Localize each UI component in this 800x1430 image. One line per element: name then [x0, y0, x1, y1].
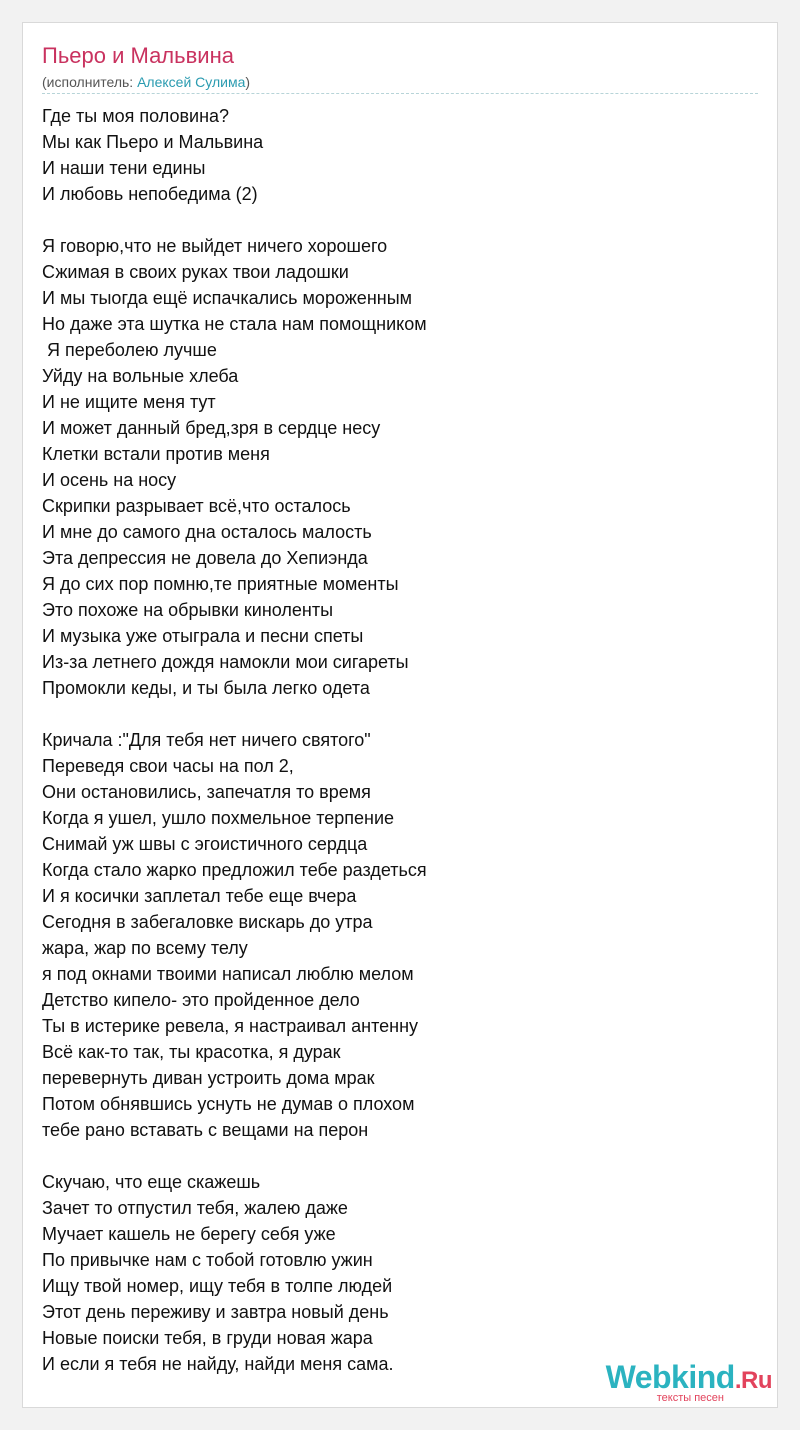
- lyrics-line: Новые поиски тебя, в груди новая жара: [42, 1328, 373, 1348]
- lyrics-line: Ты в истерике ревела, я настраивал антенну: [42, 1016, 419, 1036]
- lyrics-line: И наши тени едины: [42, 158, 206, 178]
- lyrics-line: Я говорю,что не выйдет ничего хорошего: [42, 236, 388, 256]
- logo-tagline: тексты песен: [656, 1392, 724, 1404]
- lyrics-line: Мы как Пьеро и Мальвина: [42, 132, 264, 152]
- lyrics-line: Всё как-то так, ты красотка, я дурак: [42, 1042, 341, 1062]
- lyrics-line: И может данный бред,зря в сердце несу: [42, 418, 381, 438]
- lyrics-line: И мне до самого дна осталось малость: [42, 522, 372, 542]
- lyrics-blank-line: [42, 701, 758, 727]
- lyrics-line: Мучает кашель не берегу себя уже: [42, 1224, 336, 1244]
- lyrics-line: Скучаю, что еще скажешь: [42, 1172, 261, 1192]
- site-logo[interactable]: [582, 1360, 772, 1404]
- lyrics-line: Детство кипело- это пройденное дело: [42, 990, 360, 1010]
- lyrics-line: Сжимая в своих руках твои ладошки: [42, 262, 349, 282]
- lyrics-line: И мы тыогда ещё испачкались мороженным: [42, 288, 413, 308]
- lyrics-line: Я до сих пор помню,те приятные моменты: [42, 574, 399, 594]
- lyrics-line: Снимай уж швы с эгоистичного сердца: [42, 834, 368, 854]
- lyrics-line: Эта депрессия не довела до Хепиэнда: [42, 548, 368, 568]
- title-divider: [42, 93, 758, 94]
- lyrics-line: Промокли кеды, и ты была легко одета: [42, 678, 370, 698]
- song-title: Пьеро и Мальвина: [42, 43, 234, 68]
- lyrics-line: Потом обнявшись уснуть не думав о плохом: [42, 1094, 415, 1114]
- lyrics-line: По привычке нам с тобой готовлю ужин: [42, 1250, 373, 1270]
- lyrics-line: И если я тебя не найду, найди меня сама.: [42, 1354, 394, 1374]
- lyrics-blank-line: [42, 207, 758, 233]
- lyrics-line: И осень на носу: [42, 470, 177, 490]
- lyrics-line: Но даже эта шутка не стала нам помощником: [42, 314, 427, 334]
- lyrics-line: Уйду на вольные хлеба: [42, 366, 239, 386]
- artist-line: [42, 73, 250, 91]
- lyrics-text: [42, 103, 758, 1377]
- lyrics-line: И музыка уже отыграла и песни спеты: [42, 626, 364, 646]
- lyrics-line: Они остановились, запечатля то время: [42, 782, 371, 802]
- lyrics-line: И я косички заплетал тебе еще вчера: [42, 886, 357, 906]
- lyrics-line: Когда я ушел, ушло похмельное терпение: [42, 808, 395, 828]
- lyrics-line: Этот день переживу и завтра новый день: [42, 1302, 389, 1322]
- lyrics-line: Из-за летнего дождя намокли мои сигареты: [42, 652, 409, 672]
- lyrics-line: перевернуть диван устроить дома мрак: [42, 1068, 375, 1088]
- artist-link[interactable]: Алексей Сулима: [137, 74, 246, 90]
- lyrics-line: Кричала :"Для тебя нет ничего святого": [42, 730, 371, 750]
- lyrics-line: Переведя свои часы на пол 2,: [42, 756, 294, 776]
- lyrics-line: Сегодня в забегаловке вискарь до утра: [42, 912, 373, 932]
- lyrics-line: Это похоже на обрывки киноленты: [42, 600, 334, 620]
- lyrics-blank-line: [42, 1143, 758, 1169]
- lyrics-line: жара, жар по всему телу: [42, 938, 248, 958]
- artist-suffix: ): [245, 74, 251, 90]
- logo-tld: .Ru: [734, 1367, 772, 1394]
- logo-name: Webkind: [605, 1359, 735, 1395]
- artist-prefix: (исполнитель:: [42, 74, 138, 90]
- lyrics-line: Скрипки разрывает всё,что осталось: [42, 496, 351, 516]
- lyrics-line: Когда стало жарко предложил тебе раздеться: [42, 860, 427, 880]
- lyrics-line: И любовь непобедима (2): [42, 184, 258, 204]
- lyrics-line: Зачет то отпустил тебя, жалею даже: [42, 1198, 348, 1218]
- lyrics-line: тебе рано вставать с вещами на перон: [42, 1120, 369, 1140]
- lyrics-line: Я переболею лучше: [42, 340, 217, 360]
- lyrics-line: И не ищите меня тут: [42, 392, 216, 412]
- lyrics-line: Где ты моя половина?: [42, 106, 230, 126]
- lyrics-line: я под окнами твоими написал люблю мелом: [42, 964, 414, 984]
- lyrics-line: Ищу твой номер, ищу тебя в толпе людей: [42, 1276, 393, 1296]
- lyrics-line: Клетки встали против меня: [42, 444, 270, 464]
